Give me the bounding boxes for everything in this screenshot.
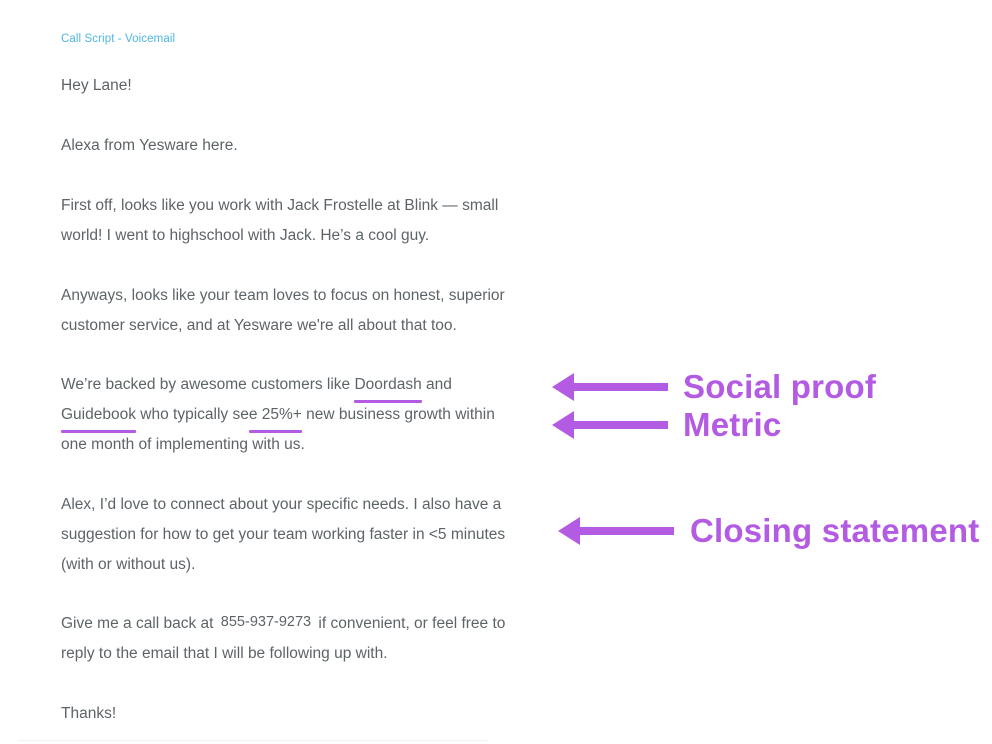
paragraph-call-to-action [61, 609, 505, 669]
highlight-metric: e 25%+ [249, 400, 302, 430]
paragraph-line: First off, looks like you work with Jack Frostelle at Blink — small [61, 197, 499, 214]
annotation-label: Metric [683, 406, 782, 443]
intro [61, 131, 238, 161]
annotation-closing-statement [558, 512, 979, 550]
text-segment: if convenient, or feel free to [314, 615, 506, 632]
paragraph-line: customer service, and at Yesware we're all about that too. [61, 317, 457, 334]
text-segment: and [421, 376, 452, 393]
paragraph-line: one month of implementing with us. [61, 436, 305, 453]
greeting-text: Hey Lane! [61, 77, 132, 94]
phone-number: 855-937-9273 [220, 614, 312, 630]
paragraph-line [61, 400, 495, 430]
paragraph-closing [61, 490, 505, 580]
paragraph-line: world! I went to highschool with Jack. He’s a cool guy. [61, 227, 430, 244]
signoff-text: Thanks! [61, 705, 117, 722]
paragraph-social-proof [61, 370, 495, 460]
paragraph-line: (with or without us). [61, 556, 196, 573]
highlight-guidebook: Guidebook [61, 400, 136, 430]
arrow-left-icon [552, 409, 670, 441]
signoff [61, 699, 116, 729]
annotation-social-proof [552, 368, 876, 406]
document-title: Call Script - Voicemail [61, 33, 176, 45]
highlight-doordash: Doordash [354, 370, 421, 400]
paragraph-connection [61, 191, 498, 251]
arrow-left-icon [558, 515, 676, 547]
paragraph-line: Alex, I’d love to connect about your specific needs. I also have a [61, 496, 502, 513]
arrow-left-icon [552, 371, 670, 403]
paragraph-line: Anyways, looks like your team loves to focus on honest, superior [61, 287, 505, 304]
annotation-metric [552, 406, 781, 444]
text-segment: new business growth within [301, 406, 495, 423]
annotation-label: Closing statement [690, 512, 980, 549]
paragraph-line [61, 609, 505, 639]
divider [18, 740, 488, 741]
paragraph-line: reply to the email that I will be following up with. [61, 645, 388, 662]
paragraph-line: suggestion for how to get your team working faster in <5 minutes [61, 526, 506, 543]
paragraph-value [61, 281, 505, 341]
text-segment: We’re backed by awesome customers like [61, 376, 355, 393]
annotation-label: Social proof [683, 368, 877, 405]
paragraph-line [61, 370, 495, 400]
text-segment: who typically se [135, 406, 249, 423]
text-segment: Give me a call back at [61, 615, 218, 632]
greeting [61, 71, 132, 101]
intro-text: Alexa from Yesware here. [61, 137, 238, 154]
